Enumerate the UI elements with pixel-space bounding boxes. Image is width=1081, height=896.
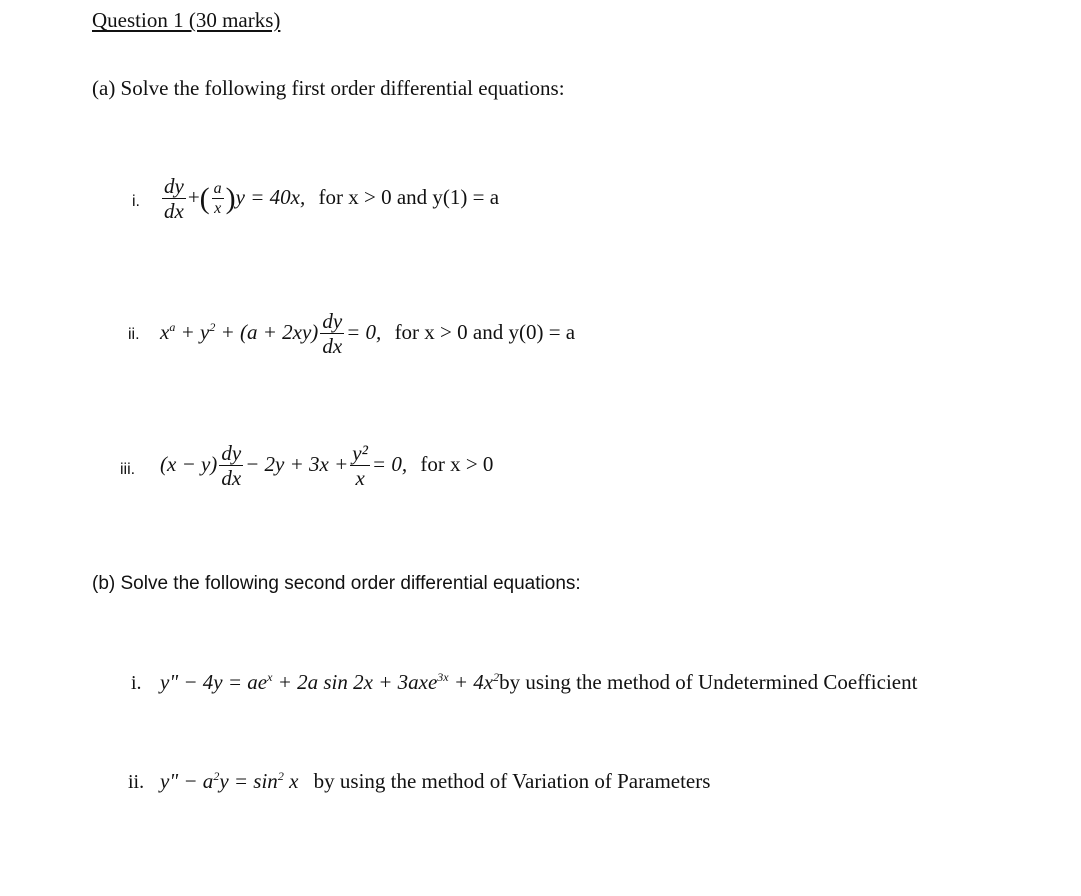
equation-middle: y = sin: [219, 769, 278, 793]
part-a-item-1-equation: [160, 176, 499, 222]
part-b-item-1-label: i.: [131, 672, 142, 694]
method-text: by using the method of Undetermined Coefficient: [499, 670, 918, 694]
part-a-item-2-label: ii.: [128, 326, 140, 343]
fraction-denominator: x: [350, 465, 370, 489]
right-paren: ): [225, 182, 236, 215]
fraction-numerator: dy: [221, 441, 242, 465]
y-squared-fraction: [350, 443, 370, 489]
equation-start: y" − 4y = ae: [160, 670, 268, 694]
fraction-denominator: dx: [164, 199, 184, 223]
equation-condition: for x > 0 and y(1) = a: [318, 184, 500, 209]
exponent-2: 2: [209, 319, 216, 334]
equation-tail: y = 40x,: [235, 184, 306, 209]
exponent-a: a: [169, 319, 176, 334]
derivative-fraction: [162, 176, 186, 222]
part-a-item-1-label: i.: [132, 193, 140, 210]
fraction-numerator: dy: [164, 174, 184, 198]
left-paren: (: [199, 182, 210, 215]
part-a-item-3-label: iii.: [120, 461, 136, 478]
equation-rhs: = 0,: [346, 319, 382, 344]
middle-terms: − 2y + 3x +: [245, 451, 349, 476]
part-b-item-2-equation: [160, 769, 710, 794]
coefficient-denominator: x: [212, 198, 224, 217]
part-b-heading: (b) Solve the following second order differential equations:: [92, 573, 581, 594]
exponent-2b: 2: [277, 769, 284, 783]
paren-term: + (a + 2xy): [215, 319, 319, 344]
exponent-2: 2: [493, 670, 500, 684]
derivative-fraction: [219, 443, 243, 489]
exponent-x: x: [267, 670, 273, 684]
coefficient-numerator: a: [213, 180, 222, 197]
fraction-numerator: y²: [352, 441, 368, 465]
part-a-item-3-equation: [160, 443, 493, 489]
part-b-item-1-equation: [160, 670, 917, 695]
plus-sign: +: [187, 184, 200, 209]
equation-middle: + 2a sin 2x + 3axe: [272, 670, 438, 694]
coefficient-fraction: [212, 181, 224, 217]
fraction-denominator: dx: [221, 466, 242, 490]
equation-condition: for x > 0 and y(0) = a: [394, 319, 576, 344]
derivative-fraction: [320, 311, 344, 357]
method-text: by using the method of Variation of Parameters: [313, 769, 711, 793]
fraction-numerator: dy: [322, 309, 343, 333]
exponent-2: 2: [213, 769, 220, 783]
question-title: Question 1 (30 marks): [92, 8, 281, 32]
equation-rhs: = 0,: [371, 451, 408, 476]
term-x: x: [160, 319, 170, 344]
term-y: + y: [175, 319, 210, 344]
fraction-denominator: dx: [322, 334, 343, 358]
equation-start: y" − a: [160, 769, 214, 793]
part-a-heading: (a) Solve the following first order differential equations:: [92, 76, 565, 100]
part-b-item-2-label: ii.: [128, 771, 145, 793]
exponent-3x: 3x: [437, 670, 449, 684]
equation-end: x: [283, 769, 299, 793]
equation-end: + 4x: [448, 670, 494, 694]
equation-condition: for x > 0: [420, 451, 494, 476]
part-a-item-2-equation: [160, 311, 575, 357]
paren-term: (x − y): [160, 451, 218, 476]
